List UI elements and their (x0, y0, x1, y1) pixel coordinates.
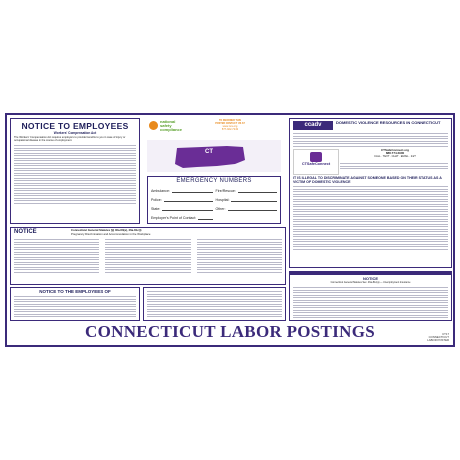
hotline-phone: 888.774.2900 (385, 151, 405, 155)
notice-pregnancy-sub2: Pregnancy Discrimination and Accommodation in the Workplace (71, 232, 151, 236)
reorder-website[interactable]: www.ncs.org (222, 125, 238, 129)
ui-notice-panel (143, 287, 286, 321)
sticker-line1: CT17 (442, 332, 449, 336)
ctsafeconnect-mark-icon (310, 152, 322, 162)
emergency-police-label: Police: (151, 198, 162, 202)
hotline-block (340, 149, 450, 158)
emergency-ambulance-label: Ambulance: (151, 189, 170, 193)
logo-text-line2: safety (160, 123, 172, 128)
notice-pregnancy-title: NOTICE (14, 229, 37, 235)
logo-text-line3: compliance (160, 127, 183, 132)
notice-employees-of-panel (10, 287, 140, 321)
ui-notice-title: NOTICE (362, 276, 379, 281)
ui-notice-right-lines (293, 287, 448, 320)
notice-pregnancy-col2-lines (105, 239, 191, 274)
emergency-right-column (216, 184, 278, 220)
emergency-numbers-box (147, 176, 281, 224)
poster-title: CONNECTICUT LABOR POSTINGS (85, 322, 375, 341)
poster-id-sticker (427, 333, 449, 342)
notice-employees-of-lines (14, 296, 136, 319)
sticker-line3: LABOR POSTER (427, 338, 449, 342)
emergency-hospital-label: Hospital: (215, 198, 230, 202)
emergency-other-label: Other: (215, 207, 226, 211)
ccadv-logo: ccadv (293, 121, 333, 130)
notice-pregnancy-panel (10, 227, 286, 285)
logo-text-line1: national (160, 119, 176, 124)
domestic-violence-panel (289, 118, 452, 268)
emergency-contact-label: Employer's Point of Contact: (151, 216, 197, 220)
dv-services-text-lines (340, 163, 448, 171)
notice-body-text-lines (14, 145, 136, 205)
labor-poster (5, 113, 455, 347)
notice-pregnancy-col1-lines (14, 239, 99, 274)
domestic-violence-title: DOMESTIC VIOLENCE RESOURCES IN CONNECTICUT (336, 120, 441, 125)
ui-notice-right-panel (289, 271, 452, 321)
emergency-numbers-title: EMERGENCY NUMBERS (176, 178, 252, 184)
hotline-website[interactable]: CTSafeConnect.org (380, 148, 409, 152)
notice-to-employees-subtitle: Workers' Compensation Act (53, 131, 97, 135)
ctsafeconnect-logo (293, 149, 339, 175)
reorder-label: TO REORDER THIS POSTER CONTACT US AT (215, 119, 245, 125)
ct-map-label: CT (205, 149, 213, 155)
reorder-contact (215, 120, 245, 131)
compliance-panel (143, 118, 286, 224)
notice-to-employees-body: The Workers' Compensation Act requires employers to provide benefits to you in case of injury or occupational disease in the course of employment. (14, 136, 126, 142)
notice-pregnancy-subtitle: Connecticut General Statutes §§ 46a-60(a), 46a-81c(i) (71, 228, 142, 232)
ui-notice-subtitle: Connecticut General Statutes Sec. 46a-81c(a) — Unemployment Insurance (330, 281, 411, 284)
notice-pregnancy-col3-lines (197, 239, 282, 274)
emergency-left-column (151, 184, 213, 220)
emergency-state-label: State: (151, 207, 161, 211)
ui-notice-header-bar (290, 272, 451, 275)
ui-notice-lines (147, 291, 282, 319)
national-safety-compliance-logo (149, 119, 209, 139)
ct-map-icon (147, 140, 281, 172)
logo-mark-icon (149, 121, 158, 130)
reorder-phone: 877-922-7243 (221, 128, 239, 132)
sticker-line2: CONNECTICUT (428, 335, 449, 339)
notice-employees-of-title: NOTICE TO THE EMPLOYEES OF (39, 289, 111, 294)
notice-to-employees-panel (10, 118, 140, 224)
ct-map-banner (147, 140, 281, 172)
dv-illegal-title: IT IS ILLEGAL TO DISCRIMINATE AGAINST SOMEONE BASED ON THEIR STATUS AS A VICTIM OF DOMESTIC VIOLENCE (293, 176, 442, 184)
ctsafeconnect-label: CTSafeConnect (301, 162, 331, 166)
dv-rights-text-lines (293, 186, 448, 251)
notice-to-employees-title: NOTICE TO EMPLOYEES (21, 121, 129, 131)
hotline-modes: CALL · TEXT · CHAT · EMAIL · 24/7 (374, 155, 416, 158)
emergency-fire-label: Fire/Rescue: (215, 189, 236, 193)
dv-intro-text-lines (293, 133, 448, 148)
